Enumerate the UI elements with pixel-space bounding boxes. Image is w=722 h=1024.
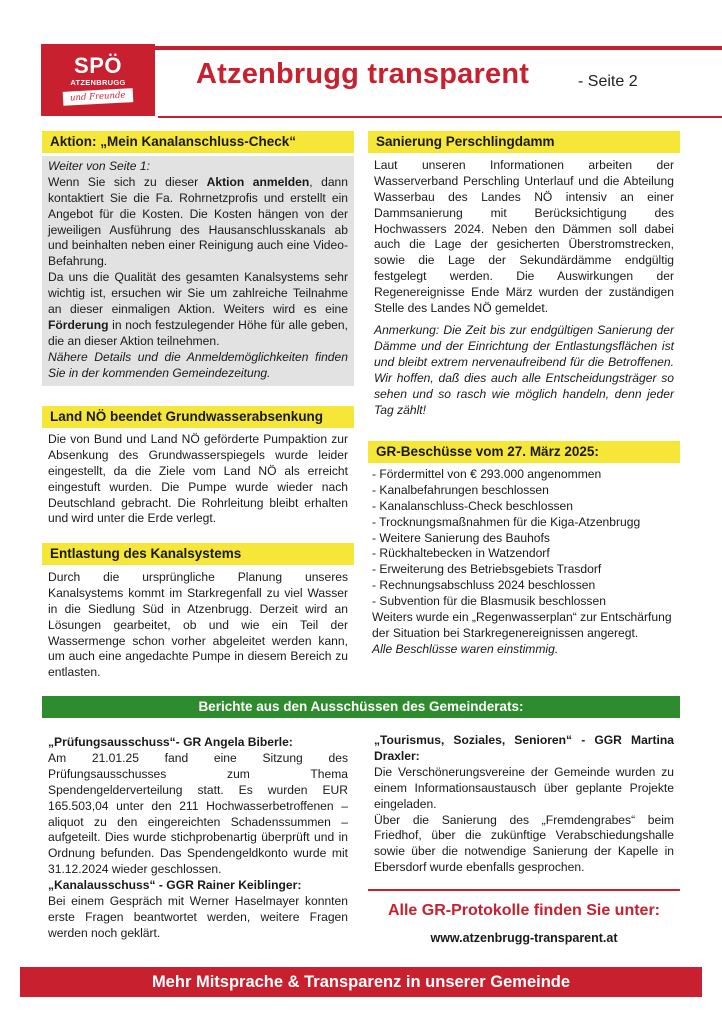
list-item: - Rückhaltebecken in Watzendorf bbox=[372, 546, 550, 561]
pruefung-section bbox=[42, 735, 354, 942]
aktion-p2-bold: Förderung bbox=[48, 317, 109, 332]
kanalausschuss-title: „Kanalausschuss“ - GGR Rainer Keiblinger: bbox=[48, 878, 302, 893]
aktion-p1-bold: Aktion anmelden bbox=[206, 174, 310, 189]
grundwasser-text: Die von Bund und Land NÖ geförderte Pumpaktion zur Absenkung des Grundwasserspiegels wurde leider eingestellt, da die Ziele vom Land NÖ als erreicht eingestuft wurden. Die Pumpe wurde wieder nach Deutschland gebracht. Die Rohrleitung bleibt erhalten und wird unter die Erde verlegt. bbox=[48, 431, 348, 526]
list-item: - Fördermittel von € 293.000 angenommen bbox=[372, 466, 602, 481]
kanal-heading: Entlastung des Kanalsystems bbox=[42, 543, 354, 565]
list-item: - Kanalanschluss-Check beschlossen bbox=[372, 498, 573, 513]
protokolle-top-line bbox=[368, 889, 680, 891]
aktion-p2-text: Da uns die Qualität des gesamten Kanalsystems sehr wichtig ist, ersuchen wir Sie um zahlreiche Teilnahme an dieser einmaligen Aktion. Weiters wird es eine bbox=[48, 270, 348, 317]
tourismus-title: „Tourismus, Soziales, Senioren“ - GGR Martina Draxler: bbox=[374, 733, 674, 763]
beschluesse-section bbox=[368, 441, 680, 658]
damm-heading: Sanierung Perschlingdamm bbox=[368, 131, 680, 153]
aktion-p1-text: Wenn Sie sich zu dieser bbox=[48, 174, 207, 189]
footer-banner: Mehr Mitsprache & Transparenz in unserer Gemeinde bbox=[20, 967, 702, 997]
aktion-heading: Aktion: „Mein Kanalanschluss-Check“ bbox=[42, 131, 354, 153]
grundwasser-heading: Land NÖ beendet Grundwasserabsenkung bbox=[42, 406, 354, 428]
kanal-section bbox=[42, 543, 354, 681]
kanalausschuss-text: Bei einem Gespräch mit Werner Haselmayer konnten erste Fragen beantwortet werden, weitere Fragen werden noch geklärt. bbox=[48, 894, 348, 940]
aktion-section bbox=[42, 131, 354, 386]
list-item: - Trocknungsmaßnahmen für die Kiga-Atzenbrugg bbox=[372, 514, 641, 529]
beschluesse-list bbox=[368, 467, 680, 610]
protokolle-heading: Alle GR-Protokolle finden Sie unter: bbox=[387, 902, 661, 919]
damm-text: Laut unseren Informationen arbeiten der Wasserverband Perschling Unterlauf und die Abteilung Wasserbau des Landes NÖ intensiv an einer Dammsanierung mit Berücksichtigung des Hochwassers 2024. Neben den Dämmen soll dabei auch die Lage der gesicherten Überstromstrecken, sowie die Lage der Sekundärdämme endgültig festgelegt werden. Die Auswirkungen der Regenereignisse Ende März wurden der zuständigen Stelle des Landes NÖ gemeldet. bbox=[374, 157, 674, 316]
aktion-p1-rest: , dann kontaktiert Sie die Fa. Rohrnetzprofis und erstellt ein Angebot für die Kosten. Die Kosten hängen von der jeweiligen Ausführung des Hausanschlusskanals ab und beinhalten neben einer Reinigung auch eine Video-Befahrung. bbox=[48, 174, 349, 269]
list-item: - Rechnungsabschluss 2024 beschlossen bbox=[372, 578, 596, 593]
logo-party-name: SPÖ bbox=[74, 53, 122, 78]
website-link[interactable]: www.atzenbrugg-transparent.at bbox=[430, 931, 618, 945]
pruefung-text: Am 21.01.25 fand eine Sitzung des Prüfungsausschusses zum Thema Spendengelderverteilung statt. Es wurden EUR 165.503,04 unter den 211 Hochwasserbetroffenen – aliquot zu den eingereichten Schadenssummen – aufgeteilt. Dies wurde stichprobenartig überprüft und in Ordnung befunden. Das Spendengeldkonto wurde mit 31.12.2024 wieder geschlossen. bbox=[48, 750, 348, 877]
tourismus-section bbox=[368, 733, 680, 876]
pruefung-title: „Prüfungsausschuss“- GR Angela Biberle: bbox=[48, 735, 293, 749]
page-number: - Seite 2 bbox=[578, 73, 638, 90]
list-item: - Erweiterung des Betriebsgebiets Trasdorf bbox=[372, 562, 602, 577]
logo-friends-label: und Freunde bbox=[63, 88, 133, 106]
tourismus-text-1: Die Verschönerungsvereine der Gemeinde wurden zu einem Informationsaustausch über geplante Projekte eingeladen. bbox=[374, 764, 674, 811]
aktion-paragraph-3: Nähere Details und die Anmeldemöglichkeiten finden Sie in der kommenden Gemeindezeitung. bbox=[48, 349, 348, 380]
beschluesse-heading: GR-Beschüsse vom 27. März 2025: bbox=[368, 441, 680, 463]
grundwasser-section bbox=[42, 406, 354, 527]
beschluesse-final: Alle Beschlüsse waren einstimmig. bbox=[372, 641, 559, 656]
list-item: - Subvention für die Blasmusik beschlossen bbox=[372, 594, 606, 609]
list-item: - Kanalbefahrungen beschlossen bbox=[372, 482, 549, 497]
damm-section bbox=[368, 131, 680, 418]
aktion-box bbox=[42, 156, 354, 386]
aktion-p2-rest: in noch festzulegender Höhe für alle geben, die an dieser Aktion teilnehmen. bbox=[48, 317, 348, 348]
tourismus-text-2: Über die Sanierung des „Fremdengrabes“ beim Friedhof, über die zukünftige Verabschiedungshalle sowie über die notwendige Sanierung der Kapelle in Ebersdorf wurde ebenfalls gesprochen. bbox=[374, 812, 674, 875]
berichte-banner: Berichte aus den Ausschüssen des Gemeinderats: bbox=[42, 696, 680, 718]
aktion-paragraph-1 bbox=[48, 175, 348, 270]
spo-logo bbox=[41, 44, 155, 116]
list-item: - Weitere Sanierung des Bauhofs bbox=[372, 530, 550, 545]
page-title: Atzenbrugg transparent bbox=[196, 58, 530, 90]
beschluesse-extra: Weiters wurde ein „Regenwasserplan“ zur Entschärfung der Situation bei Starkregenereignissen angeregt. bbox=[372, 610, 672, 640]
logo-town-name: ATZENBRUGG bbox=[70, 78, 126, 87]
kanal-text: Durch die ursprüngliche Planung unseres Kanalsystems kommt im Starkregenfall zu viel Wasser in die Siedlung Süd in Atzenbrugg. Derzeit wird an Lösungen gearbeitet, ob und wie ein Teil der Wassermenge schon vorher abgeleitet werden kann, um auch eine angedachte Pumpe in diesem Bereich zu entlasten. bbox=[48, 569, 348, 680]
aktion-paragraph-2 bbox=[48, 270, 348, 350]
header-underline bbox=[158, 116, 722, 118]
damm-note: Anmerkung: Die Zeit bis zur endgültigen Sanierung der Dämme und der Einrichtung der Entlastungsflächen ist und bleibt extrem nervenaufreibend für die Betroffenen. Wir hoffen, daß dies auch alle Entscheidungsträger so sehen und so rasch wie möglich handeln, denn jeder Tag zählt! bbox=[374, 322, 674, 417]
aktion-intro: Weiter von Seite 1: bbox=[48, 158, 150, 173]
